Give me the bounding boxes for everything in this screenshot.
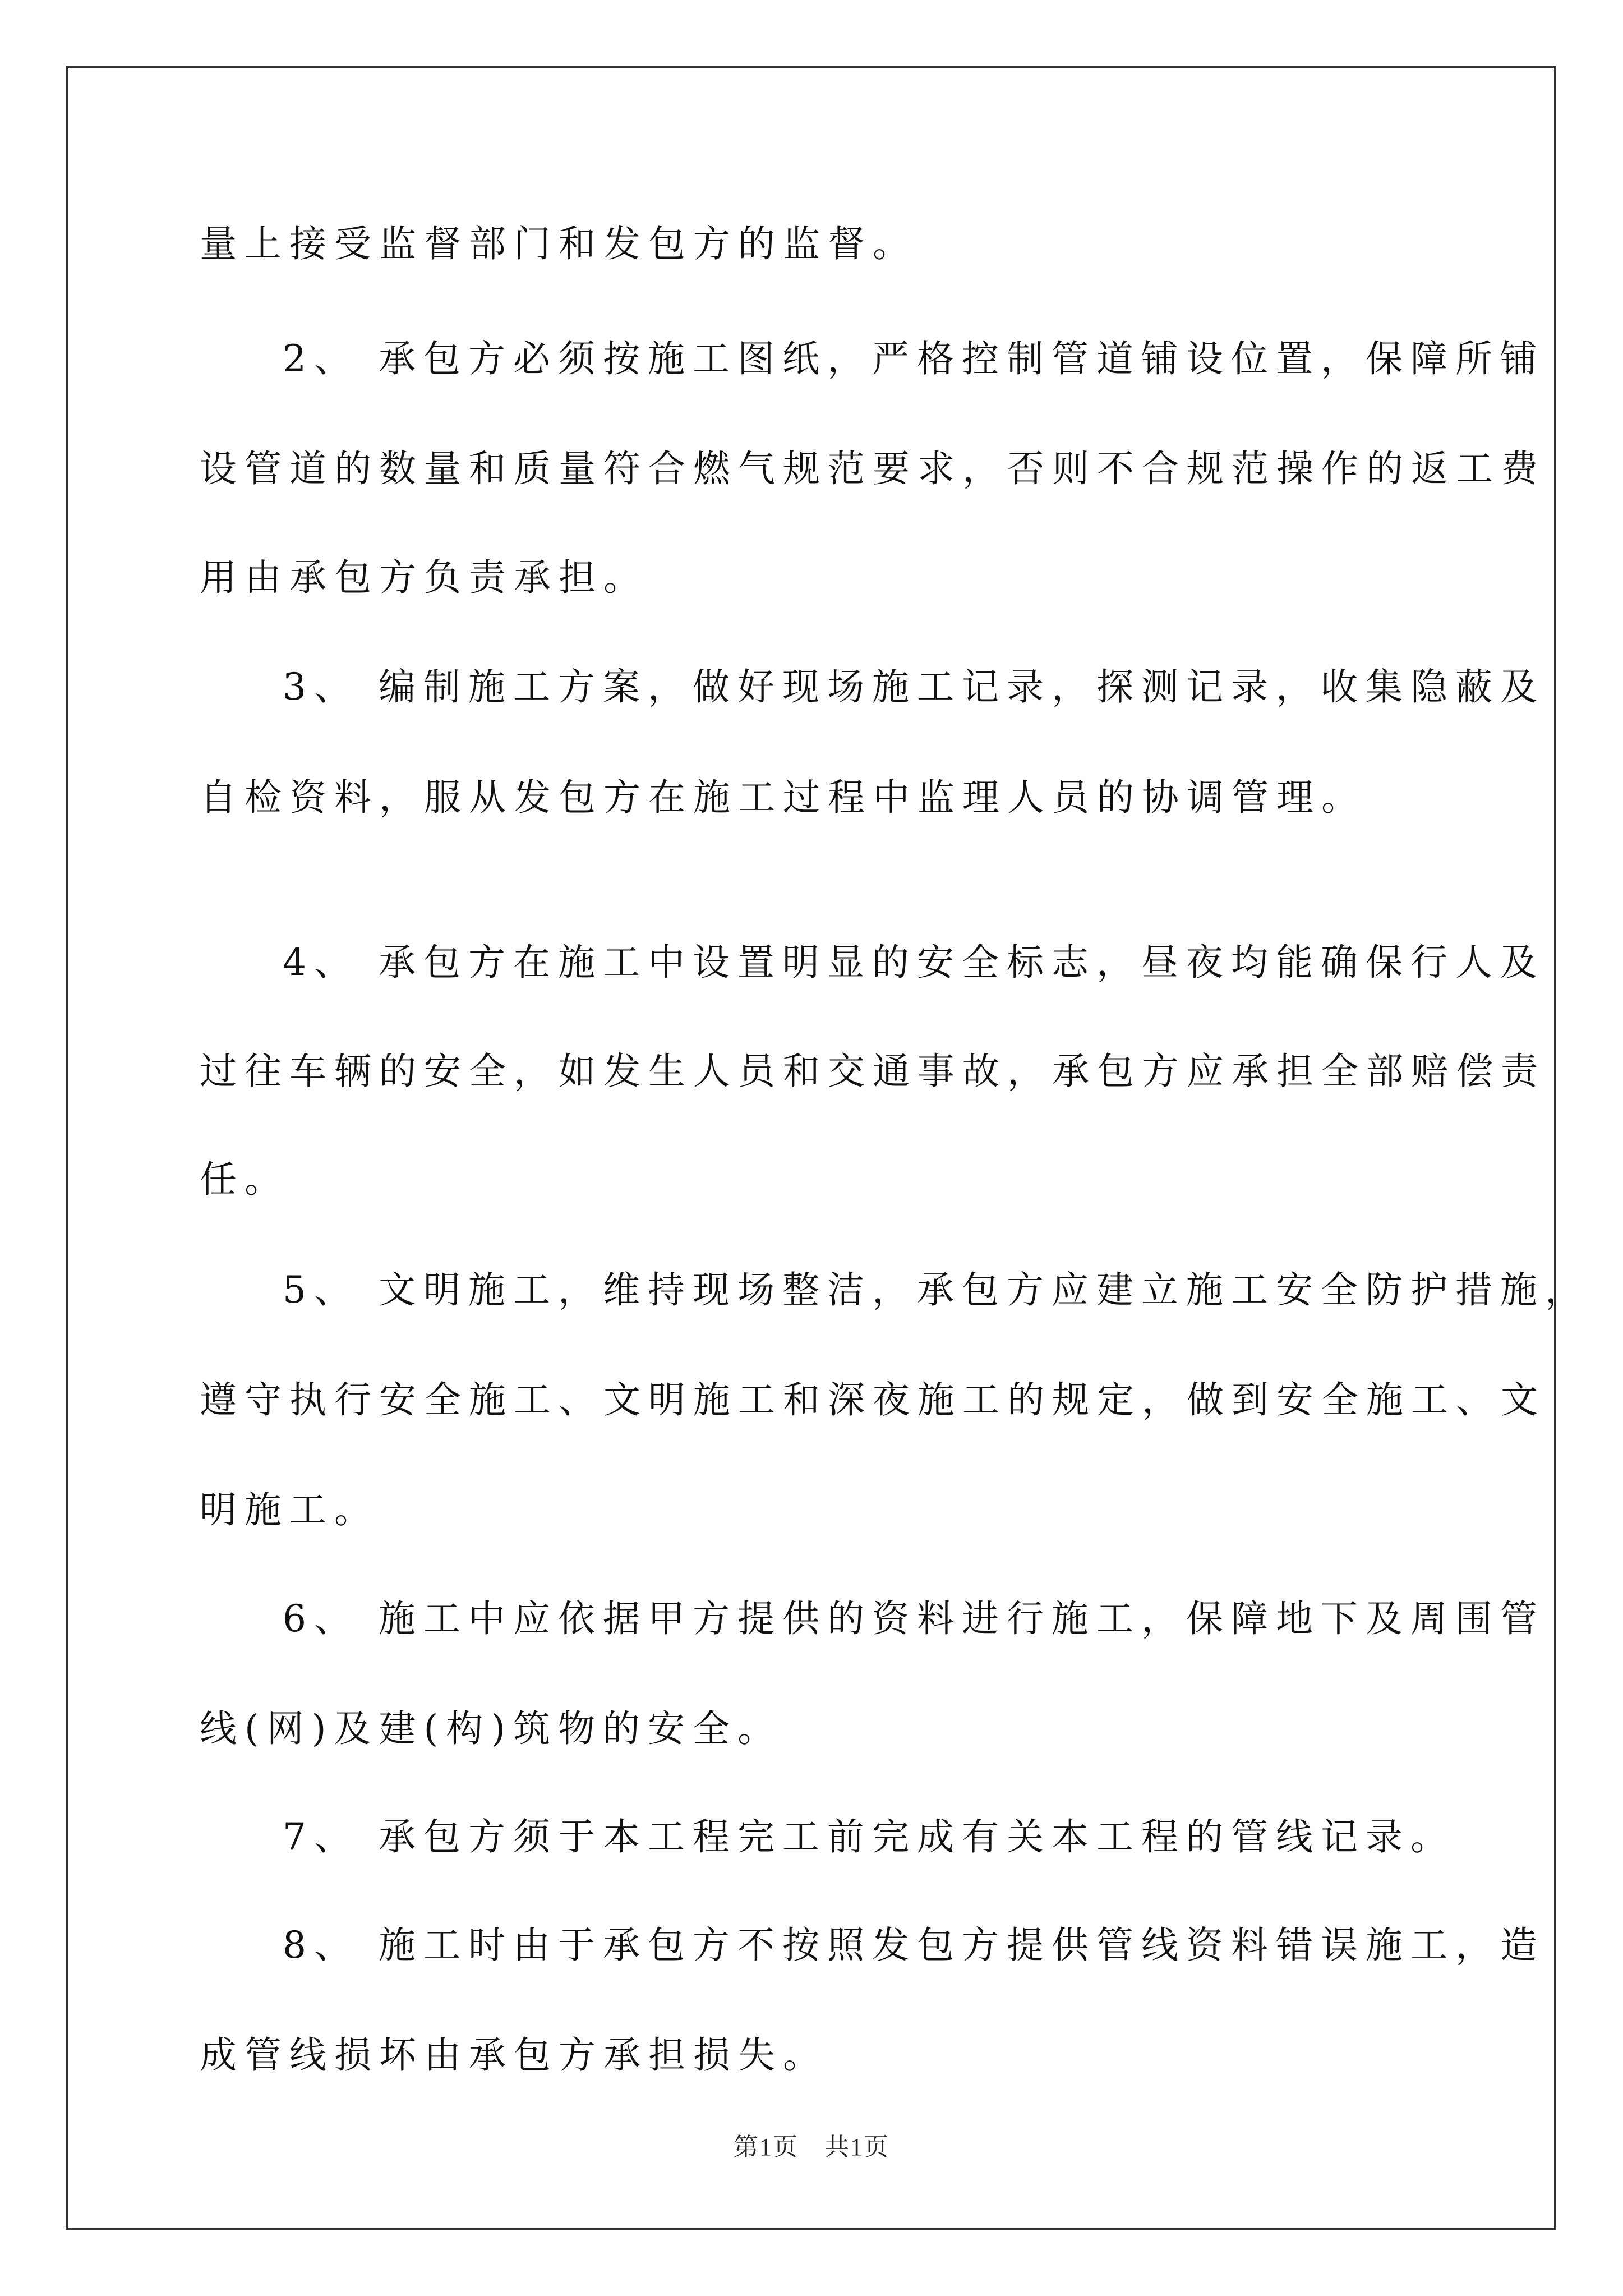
clause-4-line-1: 4、 承包方在施工中设置明显的安全标志，昼夜均能确保行人及 xyxy=(283,941,1545,984)
page-border xyxy=(66,66,1556,2230)
page-number-footer: 第1页 共1页 xyxy=(734,2133,889,2161)
clause-2-line-3: 用由承包方负责承担。 xyxy=(200,556,648,599)
clause-5-line-3: 明施工。 xyxy=(200,1488,379,1531)
clause-5-line-1: 5、 文明施工，维持现场整洁，承包方应建立施工安全防护措施， xyxy=(283,1268,1590,1312)
clause-3-line-2: 自检资料，服从发包方在施工过程中监理人员的协调管理。 xyxy=(200,776,1366,819)
text-line-1: 量上接受监督部门和发包方的监督。 xyxy=(200,222,917,265)
clause-8-line-2: 成管线损坏由承包方承担损失。 xyxy=(200,2033,828,2077)
clause-8-line-1: 8、 施工时由于承包方不按照发包方提供管线资料错误施工，造 xyxy=(283,1924,1545,1967)
clause-4-line-2: 过往车辆的安全，如发生人员和交通事故，承包方应承担全部赔偿责 xyxy=(200,1050,1546,1093)
clause-7-line-1: 7、 承包方须于本工程完工前完成有关本工程的管线记录。 xyxy=(283,1815,1455,1858)
clause-6-line-2: 线(网)及建(构)筑物的安全。 xyxy=(200,1707,782,1750)
clause-2-line-1: 2、 承包方必须按施工图纸，严格控制管道铺设位置，保障所铺 xyxy=(283,337,1545,380)
clause-6-line-1: 6、 施工中应依据甲方提供的资料进行施工，保障地下及周围管 xyxy=(283,1597,1545,1640)
clause-5-line-2: 遵守执行安全施工、文明施工和深夜施工的规定，做到安全施工、文 xyxy=(200,1378,1546,1421)
clause-4-line-3: 任。 xyxy=(200,1158,289,1201)
clause-3-line-1: 3、 编制施工方案，做好现场施工记录，探测记录，收集隐蔽及 xyxy=(283,665,1545,708)
clause-2-line-2: 设管道的数量和质量符合燃气规范要求，否则不合规范操作的返工费 xyxy=(200,447,1546,490)
